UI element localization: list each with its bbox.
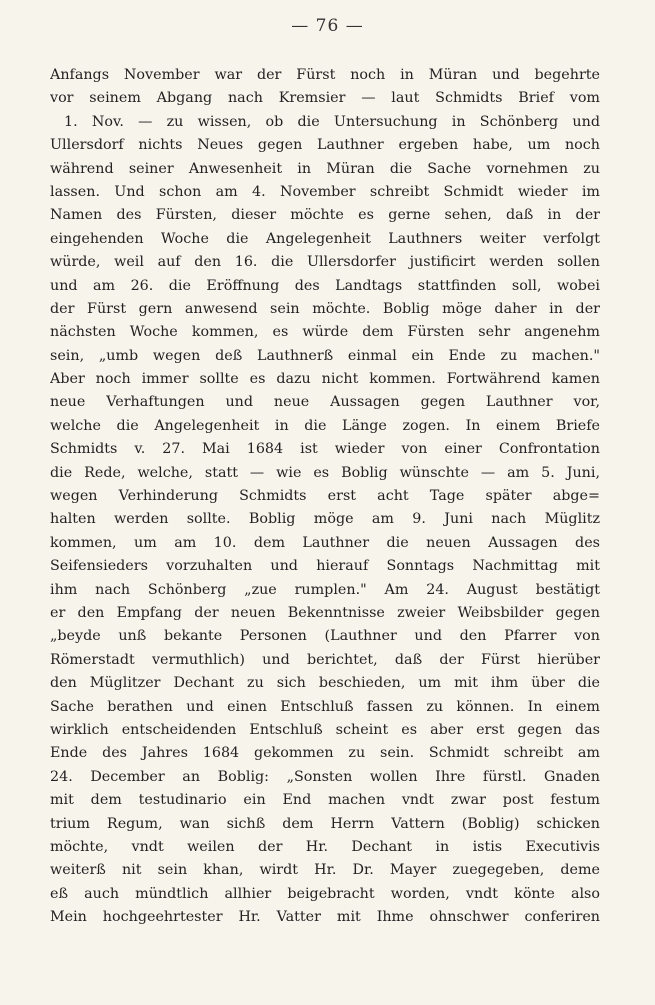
text-line: Schmidts v. 27. Mai 1684 ist wieder von einer Confrontation — [50, 441, 600, 458]
text-line: Römerstadt vermuthlich) und berichtet, daß der Fürst hierüber — [50, 651, 600, 668]
text-line: vor seinem Abgang nach Kremsier — laut Schmidts Brief vom — [50, 90, 600, 107]
text-line: während seiner Anwesenheit in Müran die Sache vornehmen zu — [50, 160, 600, 177]
text-line: mit dem testudinario ein End machen vndt zwar post festum — [50, 792, 600, 809]
text-line: „beyde unß bekante Personen (Lauthner und den Pfarrer von — [50, 628, 600, 645]
text-line: Mein hochgeehrtester Hr. Vatter mit Ihme ohnschwer conferiren — [50, 909, 600, 926]
text-line: kommen, um am 10. dem Lauthner die neuen Aussagen des — [50, 534, 600, 551]
text-line: eingehenden Woche die Angelegenheit Lauthners weiter verfolgt — [50, 230, 600, 247]
text-line: Namen des Fürsten, dieser möchte es gerne sehen, daß in der — [50, 207, 600, 224]
text-line: möchte, vndt weilen der Hr. Dechant in istis Executivis — [50, 838, 600, 855]
text-line: er den Empfang der neuen Bekenntnisse zweier Weibsbilder gegen — [50, 604, 600, 621]
text-line: welche die Angelegenheit in die Länge zogen. In einem Briefe — [50, 417, 600, 434]
text-line: Ende des Jahres 1684 gekommen zu sein. Schmidt schreibt am — [50, 745, 600, 762]
text-line: Aber noch immer sollte es dazu nicht kommen. Fortwährend kamen — [50, 371, 600, 388]
text-line: den Müglitzer Dechant zu sich beschieden, um mit ihm über die — [50, 675, 600, 692]
text-line: lassen. Und schon am 4. November schreibt Schmidt wieder im — [50, 183, 600, 200]
text-line: 24. December an Boblig: „Sonsten wollen Ihre fürstl. Gnaden — [50, 768, 600, 785]
text-line: Seifensieders vorzuhalten und hierauf Sonntags Nachmittag mit — [50, 558, 600, 575]
text-line: und am 26. die Eröffnung des Landtags stattfinden soll, wobei — [50, 277, 600, 294]
text-line: der Fürst gern anwesend sein möchte. Boblig möge daher in der — [50, 300, 600, 317]
text-line: Ullersdorf nichts Neues gegen Lauthner ergeben habe, um noch — [50, 137, 600, 154]
text-line: würde, weil auf den 16. die Ullersdorfer justificirt werden sollen — [50, 254, 600, 271]
text-line: nächsten Woche kommen, es würde dem Fürsten sehr angenehm — [50, 324, 600, 341]
text-line: die Rede, welche, statt — wie es Boblig wünschte — am 5. Juni, — [50, 464, 600, 481]
text-line: weiterß nit sein khan, wirdt Hr. Dr. Mayer zuegegeben, deme — [50, 862, 600, 879]
text-line: trium Regum, wan sichß dem Herrn Vattern (Boblig) schicken — [50, 815, 600, 832]
text-line: ihm nach Schönberg „zue rumplen." Am 24. August bestätigt — [50, 581, 600, 598]
text-line: eß auch mündtlich allhier beigebracht worden, vndt könte also — [50, 885, 600, 902]
page-number: — 76 — — [291, 16, 364, 36]
text-line: wegen Verhinderung Schmidts erst acht Tage später abge= — [50, 488, 600, 505]
text-line: Sache berathen und einen Entschluß fassen zu können. In einem — [50, 698, 600, 715]
text-line: sein, „umb wegen deß Lauthnerß einmal ein Ende zu machen." — [50, 347, 600, 364]
text-line: Anfangs November war der Fürst noch in Müran und begehrte — [50, 67, 600, 83]
text-line: halten werden sollte. Boblig möge am 9. Juni nach Müglitz — [50, 511, 600, 528]
text-line: neue Verhaftungen und neue Aussagen gegen Lauthner vor, — [50, 394, 600, 411]
text-line: 1. Nov. — zu wissen, ob die Untersuchung in Schönberg und — [64, 113, 600, 130]
body-text — [50, 64, 600, 929]
text-line: wirklich entscheidenden Entschluß scheint es aber erst gegen das — [50, 721, 600, 738]
